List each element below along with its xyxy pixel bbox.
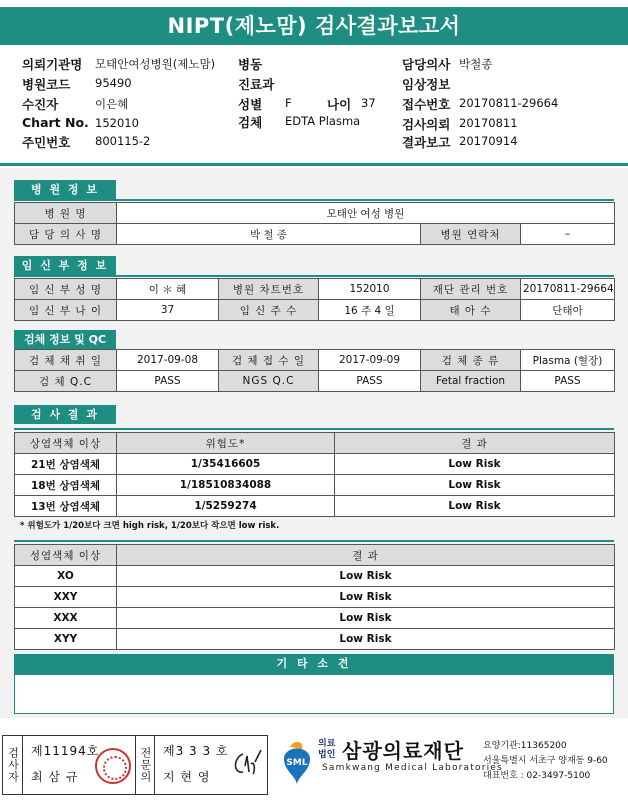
examiner-license-no: 제11194호 <box>31 744 100 758</box>
specialist-role-label: 전문의 <box>139 747 152 783</box>
header-divider <box>0 163 628 166</box>
doctor-label: 담당의사 <box>402 57 451 72</box>
attending-doctor-value: 박 철 종 <box>117 224 421 245</box>
col-abnormality: 상염색체 이상 <box>15 433 117 454</box>
hospital-name-label: 병 원 명 <box>15 203 117 224</box>
report-header <box>0 52 628 160</box>
specimen-qc-label: 검 체 Q.C <box>15 371 117 392</box>
section-line <box>14 275 614 277</box>
table-row <box>15 587 615 608</box>
hospital-chart-label: 병원 차트번호 <box>219 279 319 300</box>
table-row <box>15 350 615 371</box>
report-footer <box>0 733 628 800</box>
sex-chromosome-table <box>14 544 615 650</box>
doctor-value: 박철종 <box>459 57 493 71</box>
gestation-weeks-value: 16 주 4 일 <box>319 300 421 321</box>
org-type-line-2: 법인 <box>318 750 336 760</box>
signature-icon <box>229 746 265 782</box>
receipt-no-label: 접수번호 <box>402 97 451 112</box>
ngs-qc-value: PASS <box>319 371 421 392</box>
specimen-type-value: Plasma (혈장) <box>521 350 615 371</box>
other-findings-content <box>14 674 614 714</box>
clinical-info-label: 임상정보 <box>402 77 451 92</box>
org-name-english: Samkwang Medical Laboratories <box>322 763 503 773</box>
gestation-weeks-label: 임 신 주 수 <box>219 300 319 321</box>
risk-value: 1/35416605 <box>117 454 335 475</box>
request-date-label: 검사의뢰 <box>402 117 451 132</box>
recipient-label: 수진자 <box>22 97 59 112</box>
section-line <box>14 428 614 430</box>
table-row <box>15 454 615 475</box>
table-row <box>15 608 615 629</box>
table-row <box>15 496 615 517</box>
section-line <box>14 199 614 201</box>
fetus-count-label: 태 아 수 <box>421 300 521 321</box>
hospital-contact-label: 병원 연락처 <box>421 224 521 245</box>
report-title: NIPT(제노맘) 검사결과보고서 <box>0 7 628 45</box>
hospital-chart-value: 152010 <box>319 279 421 300</box>
hospital-code-value: 95490 <box>95 76 132 90</box>
col-sex-abnormality: 성염색체 이상 <box>15 545 117 566</box>
table-row <box>15 629 615 650</box>
result-value: Low Risk <box>117 629 615 650</box>
org-contact-info <box>483 739 608 784</box>
receipt-no-value: 20170811-29664 <box>459 96 559 110</box>
examiner-name: 최 삼 규 <box>31 770 79 784</box>
specialist-license-no: 제3 3 3 호 <box>163 744 229 758</box>
pregnant-info-tab: 임 신 부 정 보 <box>14 256 116 275</box>
karyotype-name: XXY <box>15 587 117 608</box>
karyotype-name: XXX <box>15 608 117 629</box>
age-value: 37 <box>361 96 376 110</box>
autosome-results-table <box>14 432 615 517</box>
org-type <box>318 739 335 761</box>
report-date-label: 결과보고 <box>402 135 451 150</box>
section-line <box>14 540 614 542</box>
report-date-value: 20170914 <box>459 134 518 148</box>
receive-date-value: 2017-09-09 <box>319 350 421 371</box>
institution-label: 의뢰기관명 <box>22 57 83 72</box>
result-value: Low Risk <box>335 496 615 517</box>
table-row <box>15 203 615 224</box>
hospital-info-table <box>14 202 615 245</box>
table-row <box>15 566 615 587</box>
hospital-contact-value: – <box>521 224 615 245</box>
recipient-value: 이은혜 <box>95 97 129 111</box>
chromosome-name: 13번 상염색체 <box>15 496 117 517</box>
col-result: 결 과 <box>335 433 615 454</box>
mgmt-no-value: 20170811-29664 <box>521 279 615 300</box>
result-value: Low Risk <box>117 566 615 587</box>
table-row <box>15 475 615 496</box>
specimen-value: EDTA Plasma <box>285 114 361 128</box>
risk-value: 1/18510834088 <box>117 475 335 496</box>
specimen-label: 검체 <box>238 115 263 130</box>
test-results-tab: 검 사 결 과 <box>14 405 116 424</box>
specimen-type-label: 검 체 종 류 <box>421 350 521 371</box>
mgmt-no-label: 재단 관리 번호 <box>421 279 521 300</box>
specimen-info-tab: 검체 정보 및 QC <box>14 330 116 349</box>
org-type-line-1: 의료 <box>318 739 336 749</box>
department-label: 진료과 <box>238 77 275 92</box>
fetus-count-value: 단태아 <box>521 300 615 321</box>
sml-logo-icon <box>276 737 318 789</box>
chromosome-name: 21번 상염색체 <box>15 454 117 475</box>
org-name: 삼광의료재단 <box>342 739 464 763</box>
pregnant-info-table <box>14 278 615 321</box>
hospital-code-label: 병원코드 <box>22 77 71 92</box>
care-facility-code: 요양기관:11365200 <box>483 741 567 751</box>
col-risk: 위험도* <box>117 433 335 454</box>
chromosome-name: 18번 상염색체 <box>15 475 117 496</box>
table-header-row <box>15 545 615 566</box>
pregnant-age-value: 37 <box>117 300 219 321</box>
result-value: Low Risk <box>117 587 615 608</box>
chart-no-label: Chart No. <box>22 115 89 130</box>
result-value: Low Risk <box>335 454 615 475</box>
specimen-info-table <box>14 349 615 392</box>
request-date-value: 20170811 <box>459 116 518 130</box>
risk-footnote: * 위험도가 1/20보다 크면 high risk, 1/20보다 작으면 low risk. <box>20 521 280 531</box>
table-row <box>15 371 615 392</box>
fetal-fraction-value: PASS <box>521 371 615 392</box>
attending-doctor-label: 담 당 의 사 명 <box>15 224 117 245</box>
signature-box <box>2 735 268 795</box>
gender-value: F <box>285 96 292 110</box>
collect-date-value: 2017-09-08 <box>117 350 219 371</box>
institution-value: 모태안여성병원(제노맘) <box>95 57 216 71</box>
ngs-qc-label: NGS Q.C <box>219 371 319 392</box>
examiner-role <box>3 736 23 794</box>
chart-no-value: 152010 <box>95 116 139 130</box>
receive-date-label: 검 체 접 수 일 <box>219 350 319 371</box>
karyotype-name: XO <box>15 566 117 587</box>
examiner-seal-icon <box>95 748 131 784</box>
specimen-qc-value: PASS <box>117 371 219 392</box>
logo-text: SML <box>286 758 308 768</box>
hospital-info-tab: 병 원 정 보 <box>14 180 116 199</box>
collect-date-label: 검 체 채 취 일 <box>15 350 117 371</box>
table-row <box>15 279 615 300</box>
age-label: 나이 <box>327 97 352 112</box>
org-address: 서울특별시 서초구 양재동 9-60 <box>483 756 608 766</box>
result-value: Low Risk <box>117 608 615 629</box>
table-header-row <box>15 433 615 454</box>
specialist-name: 지 현 영 <box>163 770 211 784</box>
ward-label: 병동 <box>238 57 263 72</box>
pregnant-name-label: 임 신 부 성 명 <box>15 279 117 300</box>
pregnant-age-label: 임 신 부 나 이 <box>15 300 117 321</box>
result-value: Low Risk <box>335 475 615 496</box>
other-findings-title: 기 타 소 견 <box>14 654 614 674</box>
resident-no-label: 주민번호 <box>22 135 71 150</box>
org-phone: 대표번호 : 02-3497-5100 <box>483 771 591 781</box>
hospital-name-value: 모태안 여성 병원 <box>117 203 615 224</box>
risk-value: 1/5259274 <box>117 496 335 517</box>
pregnant-name-value: 이 ＊ 혜 <box>117 279 219 300</box>
gender-label: 성별 <box>238 97 263 112</box>
resident-no-value: 800115-2 <box>95 134 151 148</box>
table-row <box>15 300 615 321</box>
karyotype-name: XYY <box>15 629 117 650</box>
fetal-fraction-label: Fetal fraction <box>421 371 521 392</box>
examiner-role-label: 검사자 <box>6 747 20 783</box>
col-sex-result: 결 과 <box>117 545 615 566</box>
report-body <box>0 168 628 718</box>
specialist-role <box>135 736 155 794</box>
table-row <box>15 224 615 245</box>
